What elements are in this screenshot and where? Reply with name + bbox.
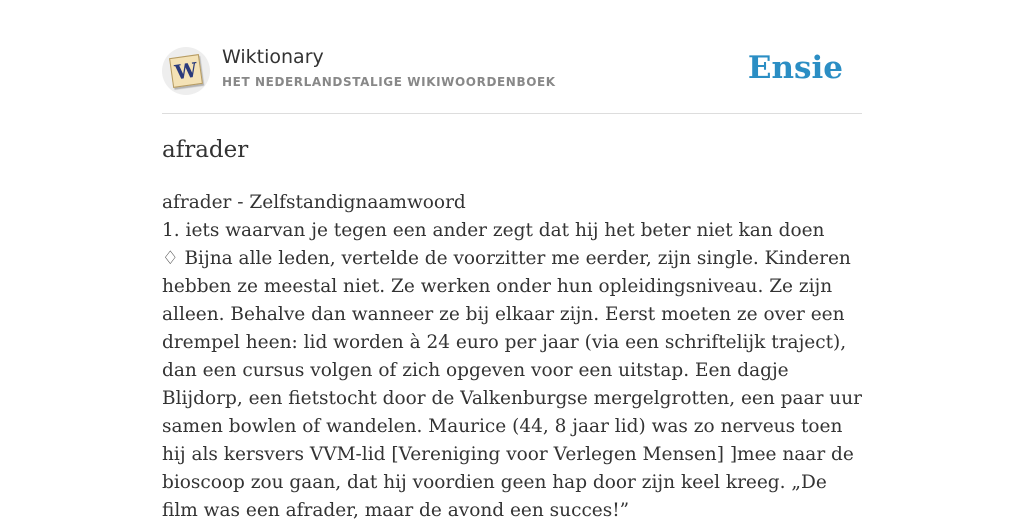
site-header xyxy=(162,40,862,114)
page-title: afrader xyxy=(162,137,249,163)
logo-tile: W xyxy=(169,54,203,88)
entry-example: ♢ Bijna alle leden, vertelde de voorzitter me eerder, zijn single. Kinderen hebben ze meestal niet. Ze werken onder hun opleidingsniveau. Ze zijn alleen. Behalve dan wanneer ze bij elkaar zijn. Eerst moeten ze over een drempel heen: lid worden à 24 euro per jaar (via een schriftelijk traject), dan een cursus volgen of zich opgeven voor een uitstap. Een dagje Blijdorp, een fietstocht door de Valkenburgse mergelgrotten, een paar uur samen bowlen of wandelen. Maurice (44, 8 jaar lid) was zo nerveus toen hij als kersvers VVM-lid [Vereniging voor Verlegen Mensen] ]mee naar de bioscoop zou gaan, dat hij voordien geen hap door zijn keel kreeg. „De film was een afrader, maar de avond een succes!” xyxy=(162,248,862,521)
entry-heading-line: afrader - Zelfstandignaamwoord xyxy=(162,192,466,213)
entry-definition: 1. iets waarvan je tegen een ander zegt dat hij het beter niet kan doen xyxy=(162,220,825,241)
wiktionary-logo-icon[interactable] xyxy=(162,47,210,95)
site-title[interactable]: Wiktionary xyxy=(222,46,324,68)
site-subtitle: HET NEDERLANDSTALIGE WIKIWOORDENBOEK xyxy=(222,75,556,89)
ensie-link[interactable]: Ensie xyxy=(747,50,843,86)
entry-content xyxy=(162,189,862,525)
